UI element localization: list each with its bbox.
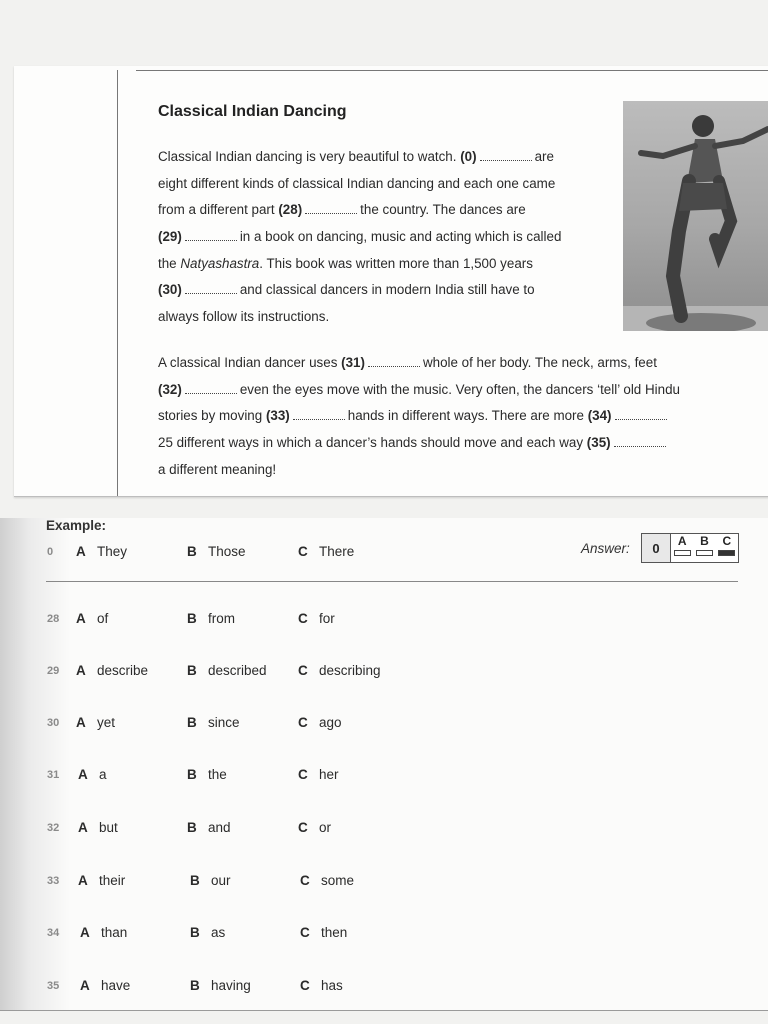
option-letter: C xyxy=(300,925,310,940)
question-row xyxy=(0,820,768,842)
answer-mark-a xyxy=(674,550,691,556)
passage-title: Classical Indian Dancing xyxy=(158,103,347,120)
option-letter: B xyxy=(187,663,197,678)
gap-number: (33) xyxy=(265,408,290,424)
option-letter: B xyxy=(190,978,200,993)
option-c[interactable] xyxy=(300,978,343,993)
gap-number: (0) xyxy=(460,149,477,164)
text-line: A classical Indian dancer uses (31) whole of her body. The neck, arms, feet xyxy=(158,355,657,370)
option-letter: C xyxy=(298,820,308,835)
option-letter: A xyxy=(78,767,88,782)
option-letter: C xyxy=(298,715,308,730)
option-a[interactable] xyxy=(76,715,115,730)
answer-option-b[interactable]: B xyxy=(694,535,714,562)
option-letter: B xyxy=(187,611,197,626)
text-line: from a different part (28) the country. The dances are xyxy=(158,202,526,218)
question-row xyxy=(0,978,768,1000)
answer-sheet xyxy=(0,518,768,1011)
option-word: having xyxy=(211,978,251,993)
question-row xyxy=(0,767,768,789)
option-a[interactable] xyxy=(76,663,148,678)
option-b[interactable] xyxy=(187,663,267,678)
option-word: our xyxy=(211,873,231,888)
option-word: and xyxy=(208,820,231,835)
answer-gap xyxy=(305,204,357,214)
gap-number: (35) xyxy=(586,435,611,451)
option-word: their xyxy=(99,873,126,888)
option-word: for xyxy=(319,611,335,626)
option-letter: A xyxy=(78,820,88,835)
question-number: 29 xyxy=(47,665,60,677)
question-row xyxy=(0,715,768,737)
option-a[interactable] xyxy=(78,767,107,782)
answer-gap xyxy=(185,231,237,241)
option-a[interactable] xyxy=(80,925,127,940)
option-letter: C xyxy=(300,873,310,888)
gap-number: (29) xyxy=(158,229,182,245)
answer-mark-b xyxy=(696,550,713,556)
option-word: but xyxy=(99,820,118,835)
option-b[interactable] xyxy=(187,611,235,626)
answer-label: Answer: xyxy=(581,541,630,556)
option-letter: A xyxy=(76,663,86,678)
answer-gap xyxy=(185,384,237,394)
answer-gap xyxy=(480,151,532,161)
option-letter: A xyxy=(76,715,86,730)
dancer-figure xyxy=(623,101,768,331)
paragraph-2 xyxy=(158,350,758,483)
text-line: 25 different ways in which a dancer’s hands should move and each way (35) xyxy=(158,430,758,457)
question-number: 34 xyxy=(47,927,60,939)
option-letter: C xyxy=(298,767,308,782)
option-b[interactable] xyxy=(187,715,240,730)
gap-number: (34) xyxy=(587,408,612,424)
reading-sheet xyxy=(14,66,768,497)
example-label: Example: xyxy=(46,518,107,533)
question-number: 28 xyxy=(47,613,60,625)
option-a[interactable] xyxy=(80,978,130,993)
option-b[interactable] xyxy=(187,820,231,835)
text-line: a different meaning! xyxy=(158,461,277,477)
option-word: her xyxy=(319,767,339,782)
dancer-photo xyxy=(623,101,768,331)
option-letter: B xyxy=(190,925,200,940)
answer-box xyxy=(641,533,739,563)
question-row xyxy=(0,873,768,895)
option-word: have xyxy=(101,978,131,993)
book-title: Natyashastra xyxy=(180,255,260,271)
option-word: from xyxy=(208,611,235,626)
question-number: 33 xyxy=(47,875,60,887)
option-c[interactable] xyxy=(298,611,335,626)
margin-rule xyxy=(117,70,118,496)
question-row xyxy=(0,925,768,947)
option-letter: C xyxy=(298,663,308,678)
option-b[interactable] xyxy=(190,978,251,993)
question-number: 30 xyxy=(47,717,60,729)
option-b[interactable] xyxy=(187,767,227,782)
option-word: as xyxy=(211,925,226,940)
option-letter: C xyxy=(298,611,308,626)
option-a[interactable]: A They xyxy=(76,544,128,559)
option-c[interactable] xyxy=(298,663,381,678)
option-word: ago xyxy=(319,715,342,730)
option-letter: B xyxy=(187,820,197,835)
option-c[interactable] xyxy=(298,715,342,730)
option-word: yet xyxy=(97,715,116,730)
question-number: 31 xyxy=(47,769,60,781)
answer-mark-c xyxy=(718,550,735,556)
option-b[interactable] xyxy=(190,873,231,888)
answer-gap xyxy=(615,410,667,420)
text-line: eight different kinds of classical Indian dancing and each one came xyxy=(158,175,556,191)
option-word: or xyxy=(319,820,332,835)
option-word: describe xyxy=(97,663,149,678)
text-line: (30) and classical dancers in modern India still have to xyxy=(158,282,535,298)
gap-number: (32) xyxy=(158,381,182,397)
question-row xyxy=(0,663,768,685)
option-word: than xyxy=(101,925,128,940)
paragraph-1 xyxy=(158,144,598,331)
question-number: 32 xyxy=(47,822,60,834)
option-letter: A xyxy=(76,611,86,626)
gap-number: (28) xyxy=(278,202,303,218)
option-word: a xyxy=(99,767,107,782)
option-word: the xyxy=(208,767,227,782)
option-a[interactable] xyxy=(78,873,125,888)
divider xyxy=(46,581,738,582)
option-letter: B xyxy=(190,873,200,888)
option-letter: A xyxy=(78,873,88,888)
option-word: some xyxy=(321,873,355,888)
question-number: 0 xyxy=(47,546,54,558)
answer-gap xyxy=(368,357,420,367)
answer-gap xyxy=(185,284,237,294)
answer-option-a[interactable]: A xyxy=(672,535,692,562)
option-b[interactable] xyxy=(190,925,225,940)
gap-number: (30) xyxy=(158,282,182,298)
option-c[interactable] xyxy=(300,925,347,940)
option-letter: B xyxy=(187,715,197,730)
option-c[interactable] xyxy=(298,820,331,835)
option-word: then xyxy=(321,925,348,940)
option-word: has xyxy=(321,978,343,993)
text-line: (32) even the eyes move with the music. Very often, the dancers ‘tell’ old Hindu xyxy=(158,381,680,397)
option-c[interactable] xyxy=(298,767,339,782)
answer-option-c[interactable]: C xyxy=(717,535,737,562)
option-letter: A xyxy=(80,978,90,993)
answer-box-number: 0 xyxy=(642,534,671,562)
option-word: described xyxy=(208,663,267,678)
option-a[interactable] xyxy=(76,611,108,626)
option-a[interactable] xyxy=(78,820,118,835)
option-word: of xyxy=(97,611,109,626)
text-line: always follow its instructions. xyxy=(158,309,330,325)
text-line: Classical Indian dancing is very beautiful to watch. (0) are xyxy=(158,149,554,164)
question-number: 35 xyxy=(47,980,60,992)
question-row xyxy=(0,611,768,633)
option-word: describing xyxy=(319,663,381,678)
option-letter: B xyxy=(187,767,197,782)
answer-box-options xyxy=(671,534,738,562)
text-line: (29) in a book on dancing, music and acting which is called xyxy=(158,229,562,245)
option-c[interactable]: C There xyxy=(298,544,355,559)
text-line: stories by moving (33) hands in different ways. There are more (34) xyxy=(158,403,758,430)
gap-number: (31) xyxy=(341,355,365,370)
answer-gap xyxy=(614,437,666,447)
answer-gap xyxy=(293,410,345,420)
option-c[interactable] xyxy=(300,873,354,888)
option-b[interactable]: B Those xyxy=(187,544,246,559)
text-line: the Natyashastra. This book was written more than 1,500 years xyxy=(158,255,533,271)
option-letter: C xyxy=(300,978,310,993)
option-word: since xyxy=(208,715,240,730)
top-rule xyxy=(136,70,768,71)
option-letter: A xyxy=(80,925,90,940)
